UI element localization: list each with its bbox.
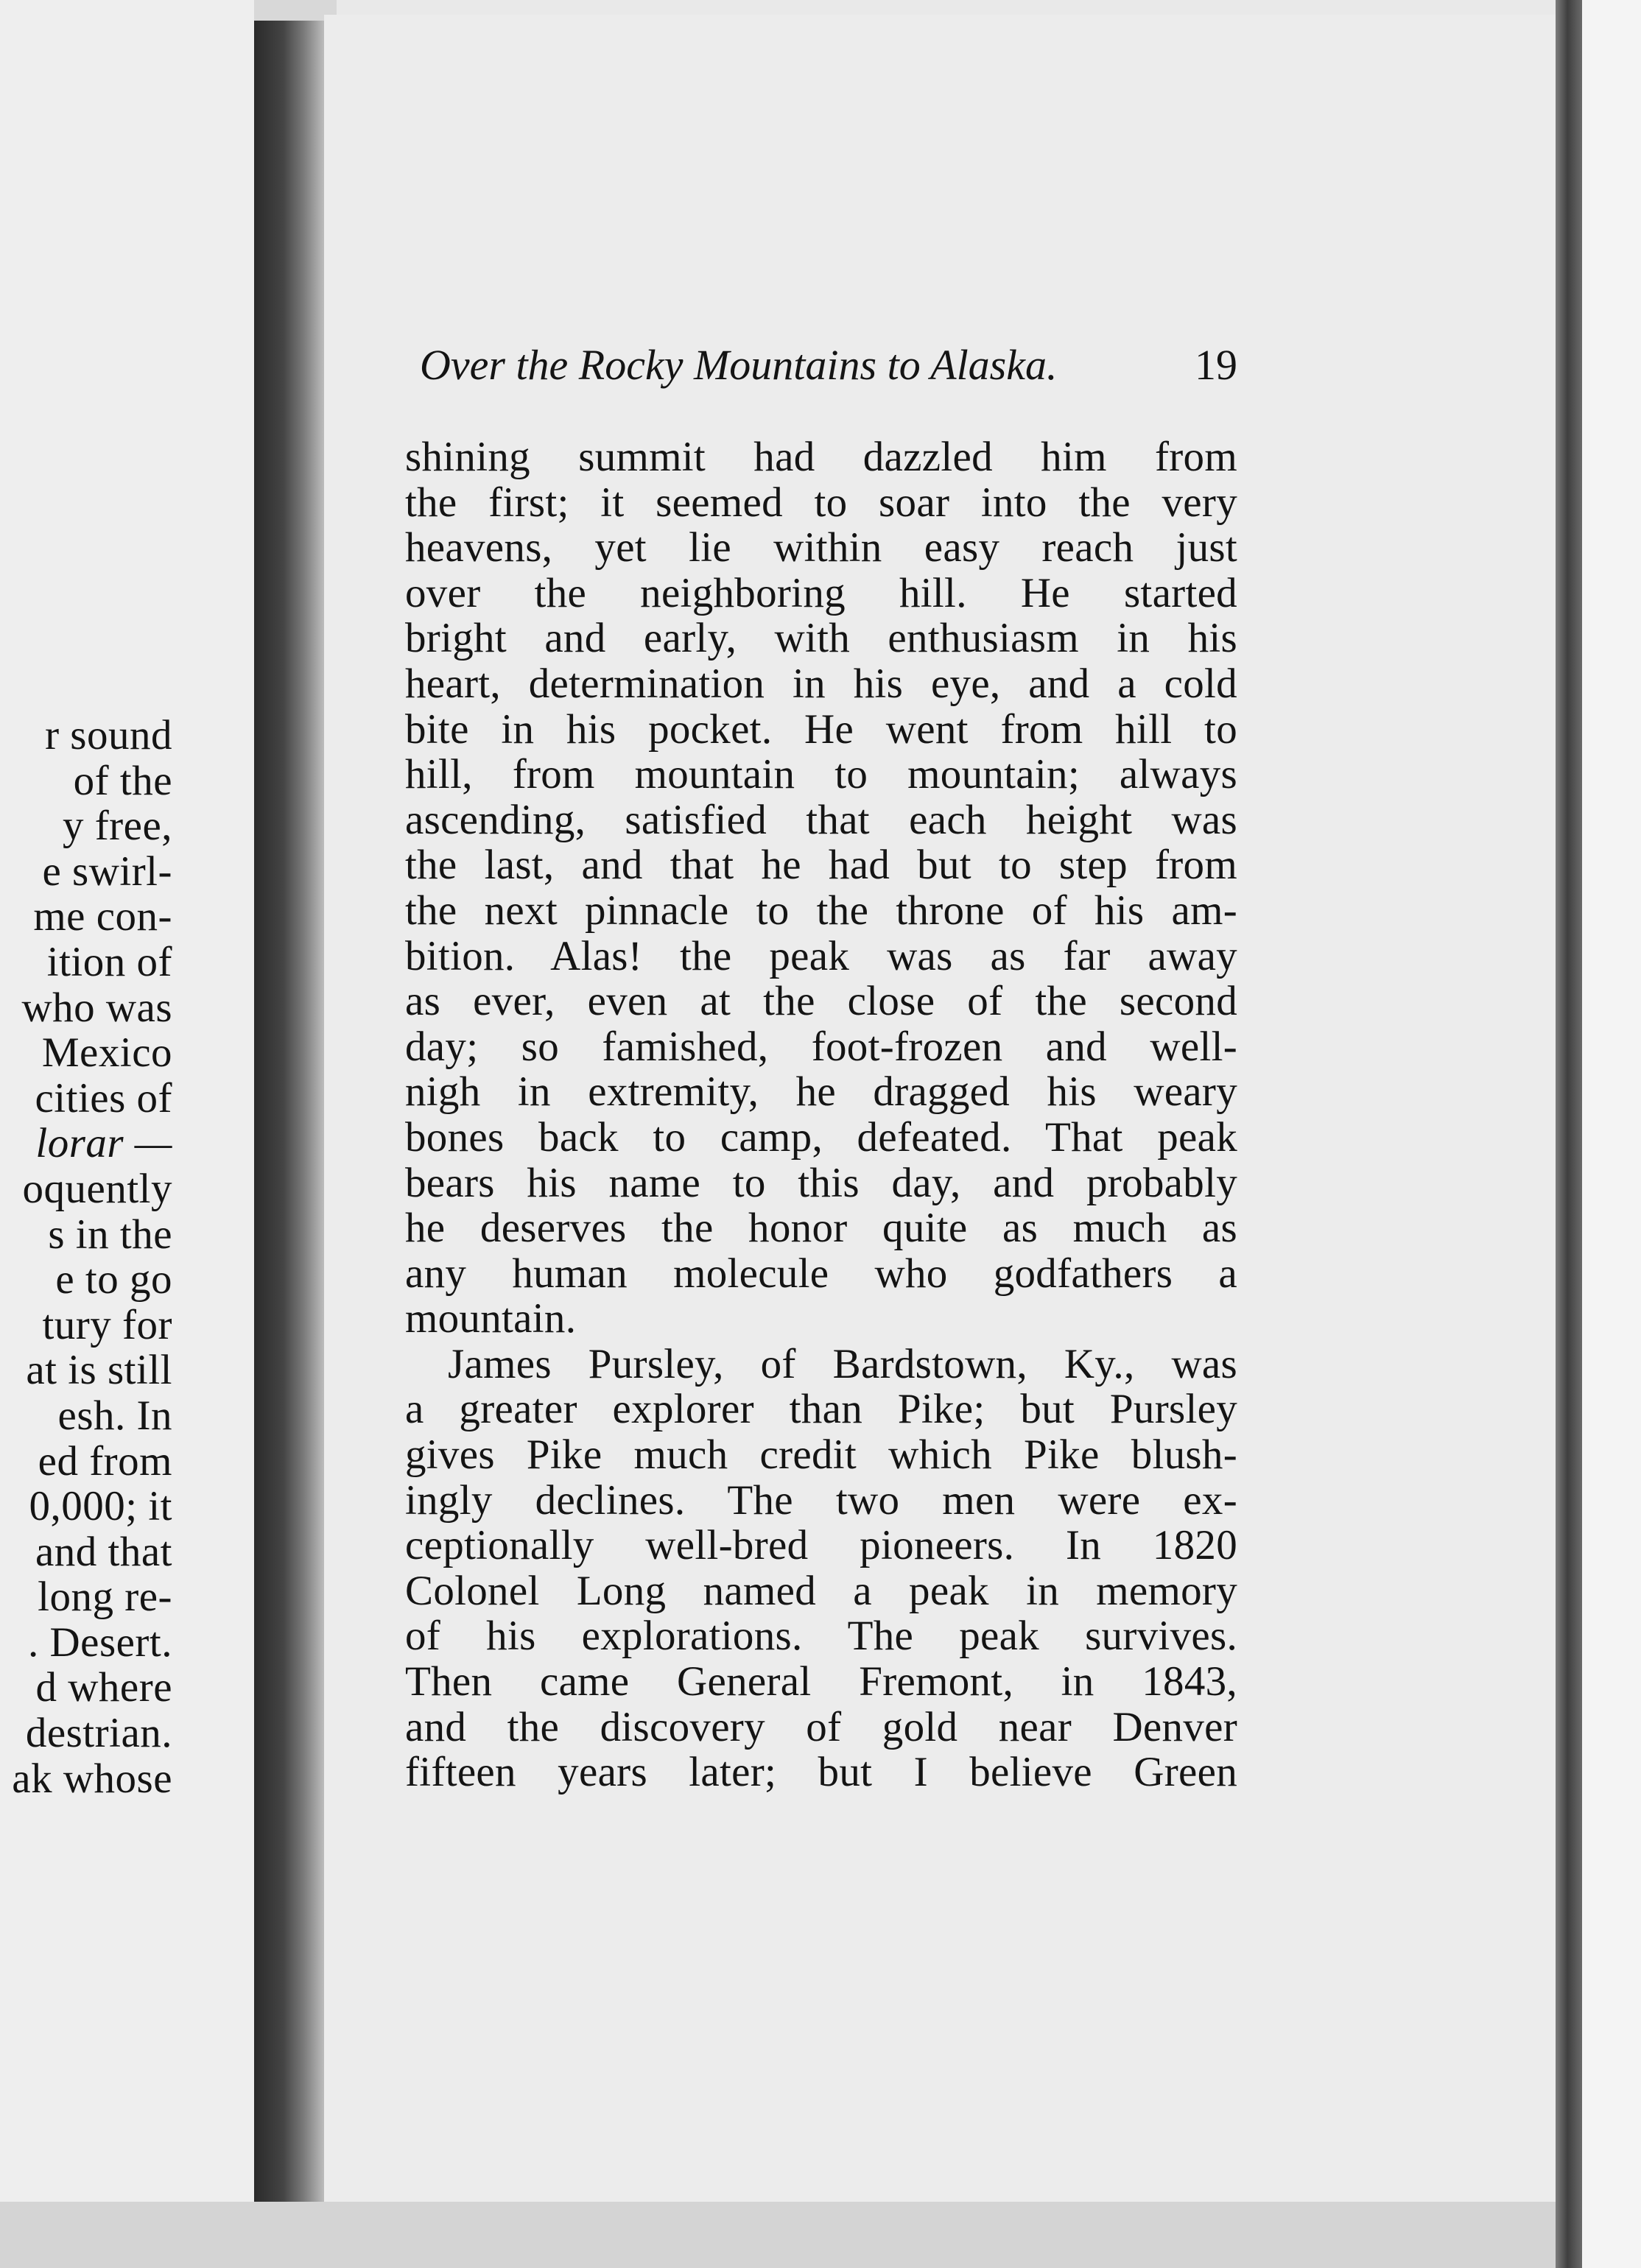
left-page-line: me con- [33, 893, 172, 940]
left-page-line: lorar — [35, 1120, 172, 1167]
left-page-line: e swirl- [42, 848, 172, 895]
text-line: shining summit had dazzled him from [405, 434, 1237, 480]
left-page-line: Mexico [41, 1029, 172, 1077]
left-page-line: 0,000; it [29, 1483, 172, 1530]
text-line: heavens, yet lie within easy reach just [405, 524, 1237, 571]
bottom-margin-band [0, 2202, 1641, 2268]
paragraph [405, 1342, 1237, 1795]
text-line: heart, determination in his eye, and a cold [405, 660, 1237, 707]
left-facing-page [0, 0, 259, 2268]
left-page-line: and that [35, 1528, 172, 1575]
left-page-line: . Desert. [27, 1619, 172, 1666]
text-line: day; so famished, foot-frozen and well- [405, 1023, 1237, 1070]
left-page-line: d where [35, 1664, 172, 1711]
text-line: Then came General Fremont, in 1843, [405, 1658, 1237, 1705]
left-page-line: e to go [55, 1256, 172, 1303]
text-line: bright and early, with enthusiasm in his [405, 615, 1237, 662]
left-page-line: tury for [42, 1301, 172, 1348]
paragraph [405, 434, 1237, 1342]
text-line: fifteen years later; but I believe Green [405, 1749, 1237, 1796]
text-line: the first; it seemed to soar into the very [405, 479, 1237, 526]
left-page-line: y free, [62, 803, 172, 850]
running-head: Over the Rocky Mountains to Alaska. [420, 341, 1058, 389]
text-line: he deserves the honor quite as much as [405, 1205, 1237, 1252]
page-header [420, 340, 1237, 390]
text-line: James Pursley, of Bardstown, Ky., was [448, 1340, 1237, 1387]
left-page-line: ed from [38, 1437, 172, 1485]
text-line: mountain. [405, 1295, 577, 1342]
left-page-line: who was [21, 984, 172, 1031]
left-page-line: oquently [22, 1165, 172, 1212]
left-page-line: destrian. [25, 1710, 172, 1757]
text-line: bition. Alas! the peak was as far away [405, 932, 1237, 979]
text-line: bears his name to this day, and probably [405, 1159, 1237, 1206]
text-line: a greater explorer than Pike; but Pursley [405, 1386, 1237, 1433]
left-page-line: of the [73, 757, 172, 804]
left-page-line: ition of [46, 938, 172, 985]
left-page-line: at is still [26, 1347, 172, 1394]
left-page-line: esh. In [57, 1392, 172, 1439]
text-line: nigh in extremity, he dragged his weary [405, 1068, 1237, 1116]
left-page-line: r sound [45, 712, 172, 758]
text-line: bones back to camp, defeated. That peak [405, 1113, 1237, 1161]
page-edge-background [1582, 0, 1641, 2268]
left-page-line: long re- [38, 1574, 172, 1621]
text-line: hill, from mountain to mountain; always [405, 751, 1237, 798]
text-line: ceptionally well-bred pioneers. In 1820 [405, 1522, 1237, 1569]
text-line: ingly declines. The two men were ex- [405, 1476, 1237, 1524]
body-text [405, 434, 1237, 1795]
text-line: gives Pike much credit which Pike blush- [405, 1431, 1237, 1479]
text-line: any human molecule who godfathers a [405, 1250, 1237, 1297]
text-line: and the discovery of gold near Denver [405, 1703, 1237, 1750]
text-line: of his explorations. The peak survives. [405, 1613, 1237, 1660]
text-line: over the neighboring hill. He started [405, 569, 1237, 616]
page-number: 19 [1195, 341, 1237, 389]
text-line: bite in his pocket. He went from hill to [405, 705, 1237, 753]
text-line: as ever, even at the close of the second [405, 978, 1237, 1025]
left-page-text [0, 713, 172, 1801]
text-line: ascending, satisfied that each height was [405, 796, 1237, 843]
text-line: Colonel Long named a peak in memory [405, 1567, 1237, 1614]
left-page-line: cities of [35, 1074, 172, 1121]
left-page-line: s in the [48, 1211, 172, 1258]
text-line: the next pinnacle to the throne of his am- [405, 887, 1237, 934]
text-line: the last, and that he had but to step from [405, 842, 1237, 889]
page-edge-shadow [1556, 0, 1582, 2268]
left-page-line: ak whose [12, 1755, 172, 1802]
